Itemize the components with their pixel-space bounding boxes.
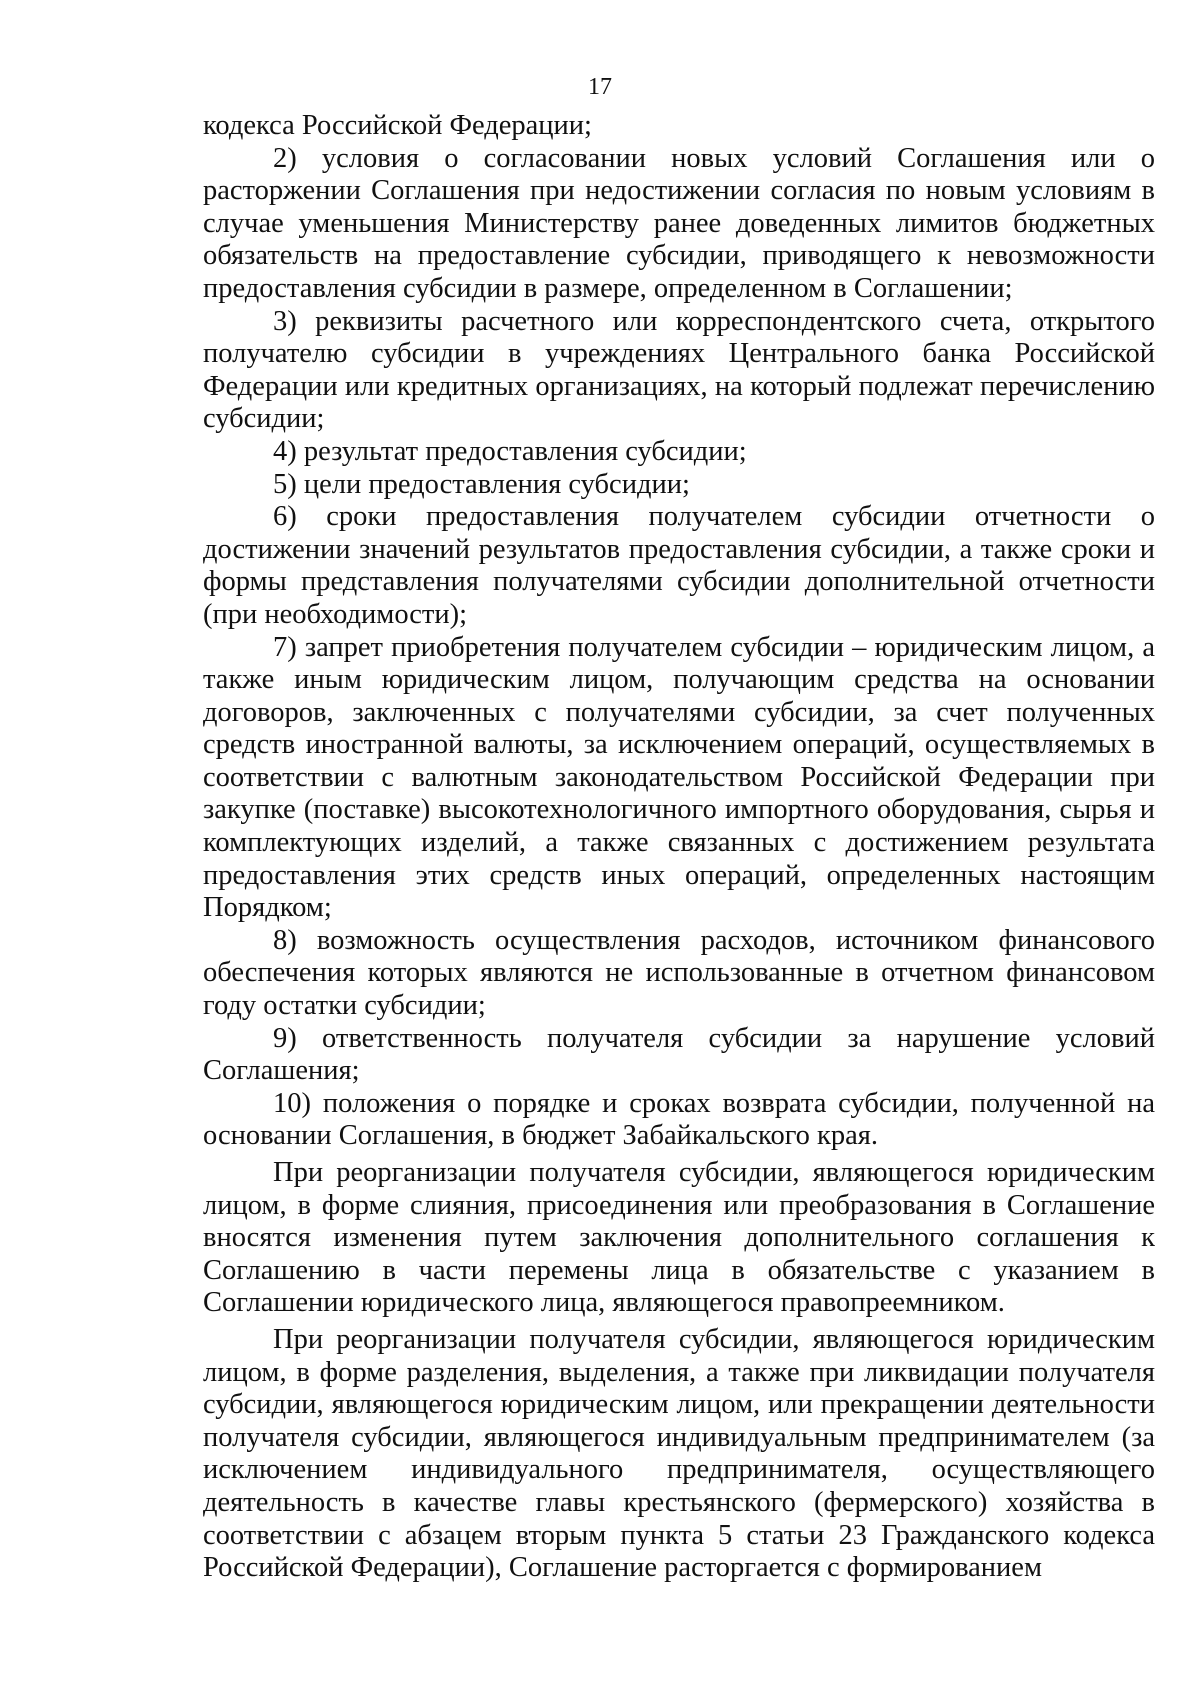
list-item-5: 5) цели предоставления субсидии; [273, 468, 690, 500]
list-item-9: 9) ответственность получателя субсидии за нарушение условий Соглашения; [203, 1022, 1155, 1087]
list-item-10: 10) положения о порядке и сроках возврата субсидии, полученной на основании Соглашения, в бюджет Забайкальского края. [203, 1087, 1155, 1152]
list-item-6: 6) сроки предоставления получателем субсидии отчетности о достижении значений результатов предоставления субсидии, а также сроки и формы представления получателями субсидии дополнительной отчетности (при необходимости); [203, 501, 1155, 630]
paragraph-reorganization-division: При реорганизации получателя субсидии, являющегося юридическим лицом, в форме разделения, выделения, а также при ликвидации получателя субсидии, являющегося юридическим лицом, или прекращении деятельности получателя субсидии, являющегося индивидуальным предпринимателем (за исключением индивидуального предпринимателя, осуществляющего деятельность в качестве главы крестьянского (фермерского) хозяйства в соответствии с абзацем вторым пункта 5 статьи 23 Гражданского кодекса Российской Федерации), Соглашение расторгается с формированием [203, 1323, 1155, 1584]
list-item-8: 8) возможность осуществления расходов, источником финансового обеспечения которых являются не использованные в отчетном финансовом году остатки субсидии; [203, 924, 1155, 1022]
list-item-2: 2) условия о согласовании новых условий Соглашения или о расторжении Соглашения при недостижении согласия по новым условиям в случае уменьшения Министерству ранее доведенных лимитов бюджетных обязательств на предоставление субсидии, приводящего к невозможности предоставления субсидии в размере, определенном в Соглашении; [203, 142, 1155, 304]
list-item-7: 7) запрет приобретения получателем субсидии – юридическим лицом, а также иным юридическим лицом, получающим средства на основании договоров, заключенных с получателями субсидии, за счет полученных средств иностранной валюты, за исключением операций, осуществляемых в соответствии с валютным законодательством Российской Федерации при закупке (поставке) высокотехнологичного импортного оборудования, сырья и комплектующих изделий, а также связанных с достижением результата предоставления этих средств иных операций, определенных настоящим Порядком; [203, 631, 1155, 924]
paragraph-reorganization-merger: При реорганизации получателя субсидии, являющегося юридическим лицом, в форме слияния, присоединения или преобразования в Соглашение вносятся изменения путем заключения дополнительного соглашения к Соглашению в части перемены лица в обязательстве с указанием в Соглашении юридического лица, являющегося правопреемником. [203, 1157, 1155, 1319]
paragraph-continuation: кодекса Российской Федерации; [203, 110, 592, 141]
list-item-4: 4) результат предоставления субсидии; [273, 435, 747, 467]
document-body [203, 110, 1155, 1585]
list-item-3: 3) реквизиты расчетного или корреспондентского счета, открытого получателю субсидии в учреждениях Центрального банка Российской Федерации или кредитных организациях, на который подлежат перечислению субсидии; [203, 305, 1155, 435]
page-number: 17 [588, 74, 612, 100]
